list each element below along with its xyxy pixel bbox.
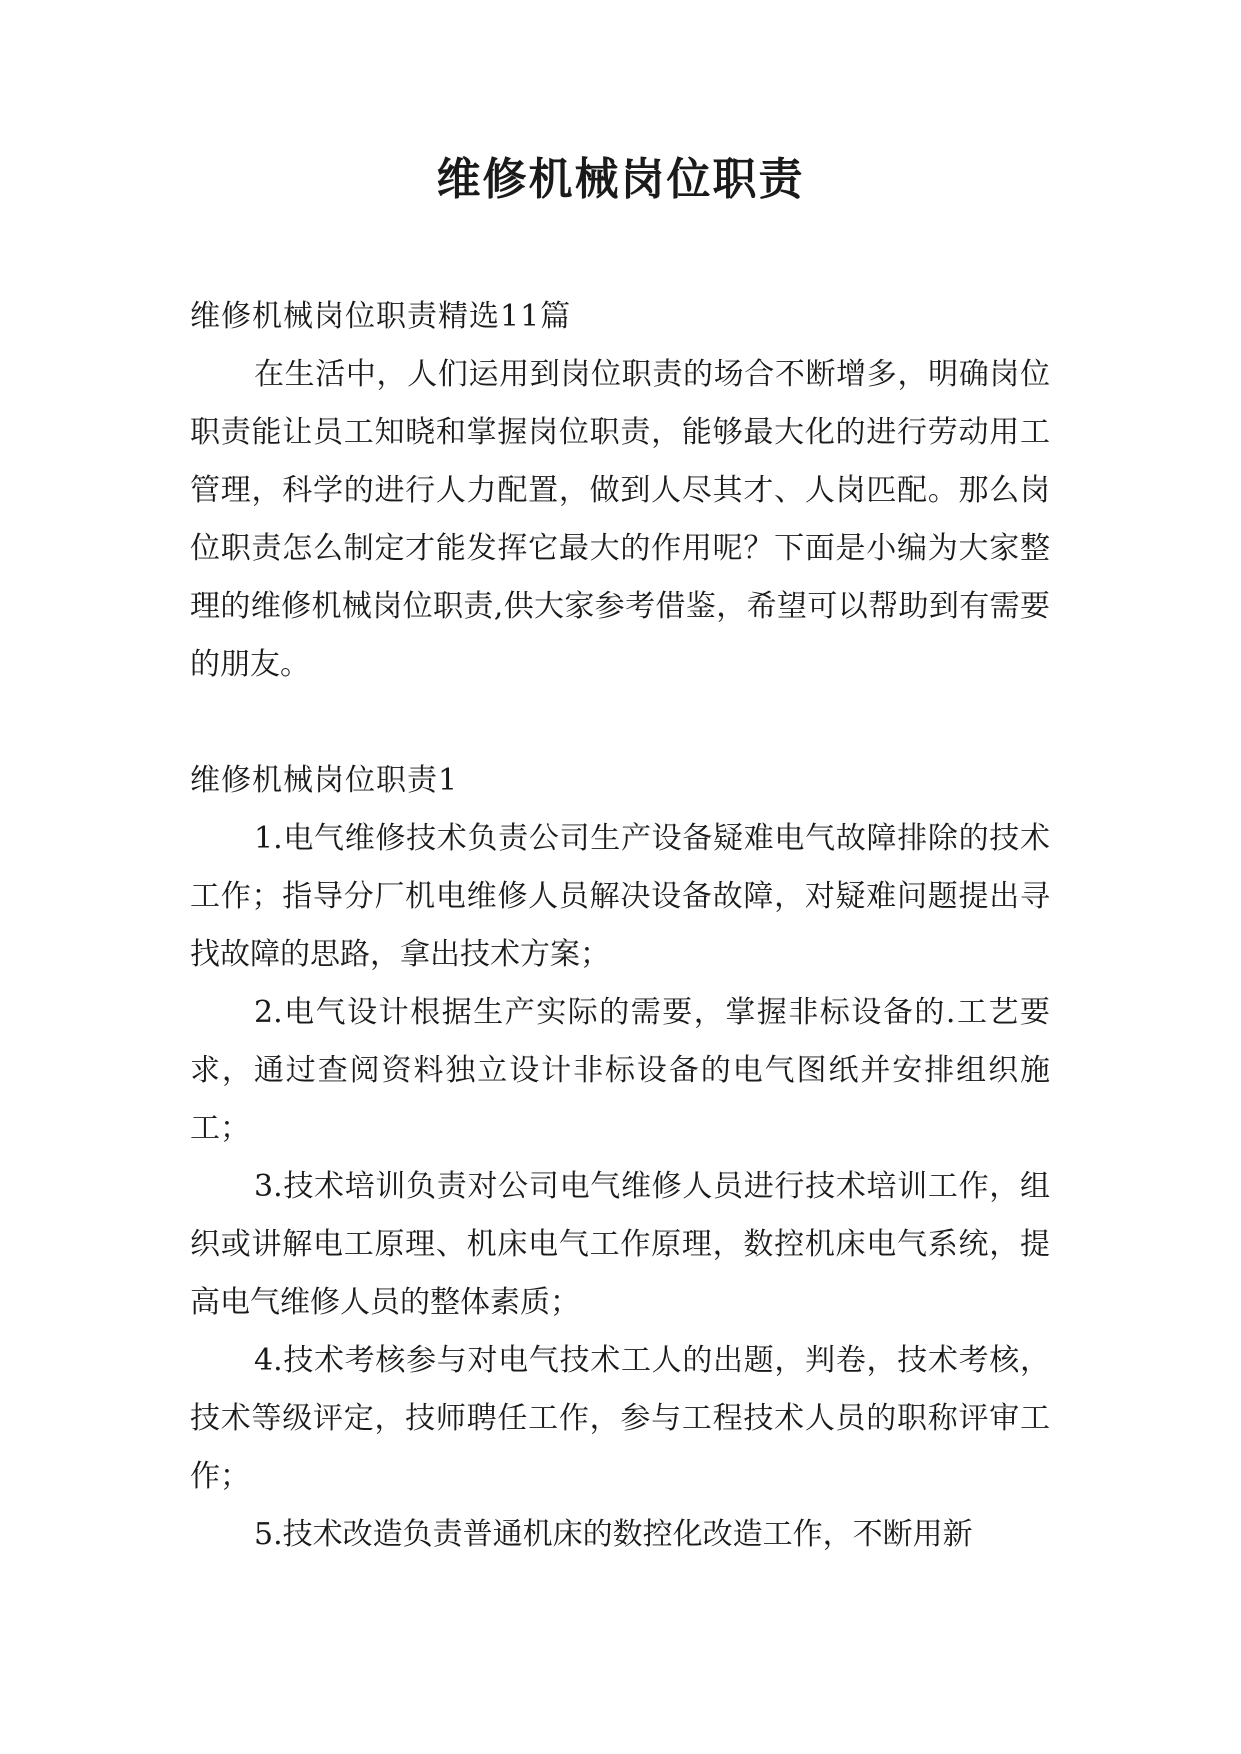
intro-paragraph: 在生活中，人们运用到岗位职责的场合不断增多，明确岗位职责能让员工知晓和掌握岗位职责，能够最大化的进行劳动用工管理，科学的进行人力配置，做到人尽其才、人岗匹配。那么岗位职责怎么制定才能发挥它最大的作用呢？下面是小编为大家整理的维修机械岗位职责,供大家参考借鉴，希望可以帮助到有需要的朋友。 (190, 357, 1050, 682)
duty-item: 4.技术考核参与对电气技术工人的出题，判卷，技术考核，技术等级评定，技师聘任工作，参与工程技术人员的职称评审工作； (190, 1343, 1050, 1494)
section-spacer (190, 694, 1050, 752)
document-body (190, 288, 1050, 1564)
duty-item: 3.技术培训负责对公司电气维修人员进行技术培训工作，组织或讲解电工原理、机床电气工作原理，数控机床电气系统，提高电气维修人员的整体素质； (190, 1169, 1050, 1320)
duty-item: 5.技术改造负责普通机床的数控化改造工作，不断用新 (254, 1517, 973, 1552)
duty-item: 1.电气维修技术负责公司生产设备疑难电气故障排除的技术工作；指导分厂机电维修人员解决设备故障，对疑难问题提出寻找故障的思路，拿出技术方案； (190, 821, 1050, 972)
document-title: 维修机械岗位职责 (436, 154, 805, 205)
duty-item: 2.电气设计根据生产实际的需要，掌握非标设备的.工艺要求，通过查阅资料独立设计非标设备的电气图纸并安排组织施工； (190, 995, 1050, 1146)
intro-heading: 维修机械岗位职责精选11篇 (190, 299, 572, 334)
section-heading: 维修机械岗位职责1 (190, 763, 459, 798)
